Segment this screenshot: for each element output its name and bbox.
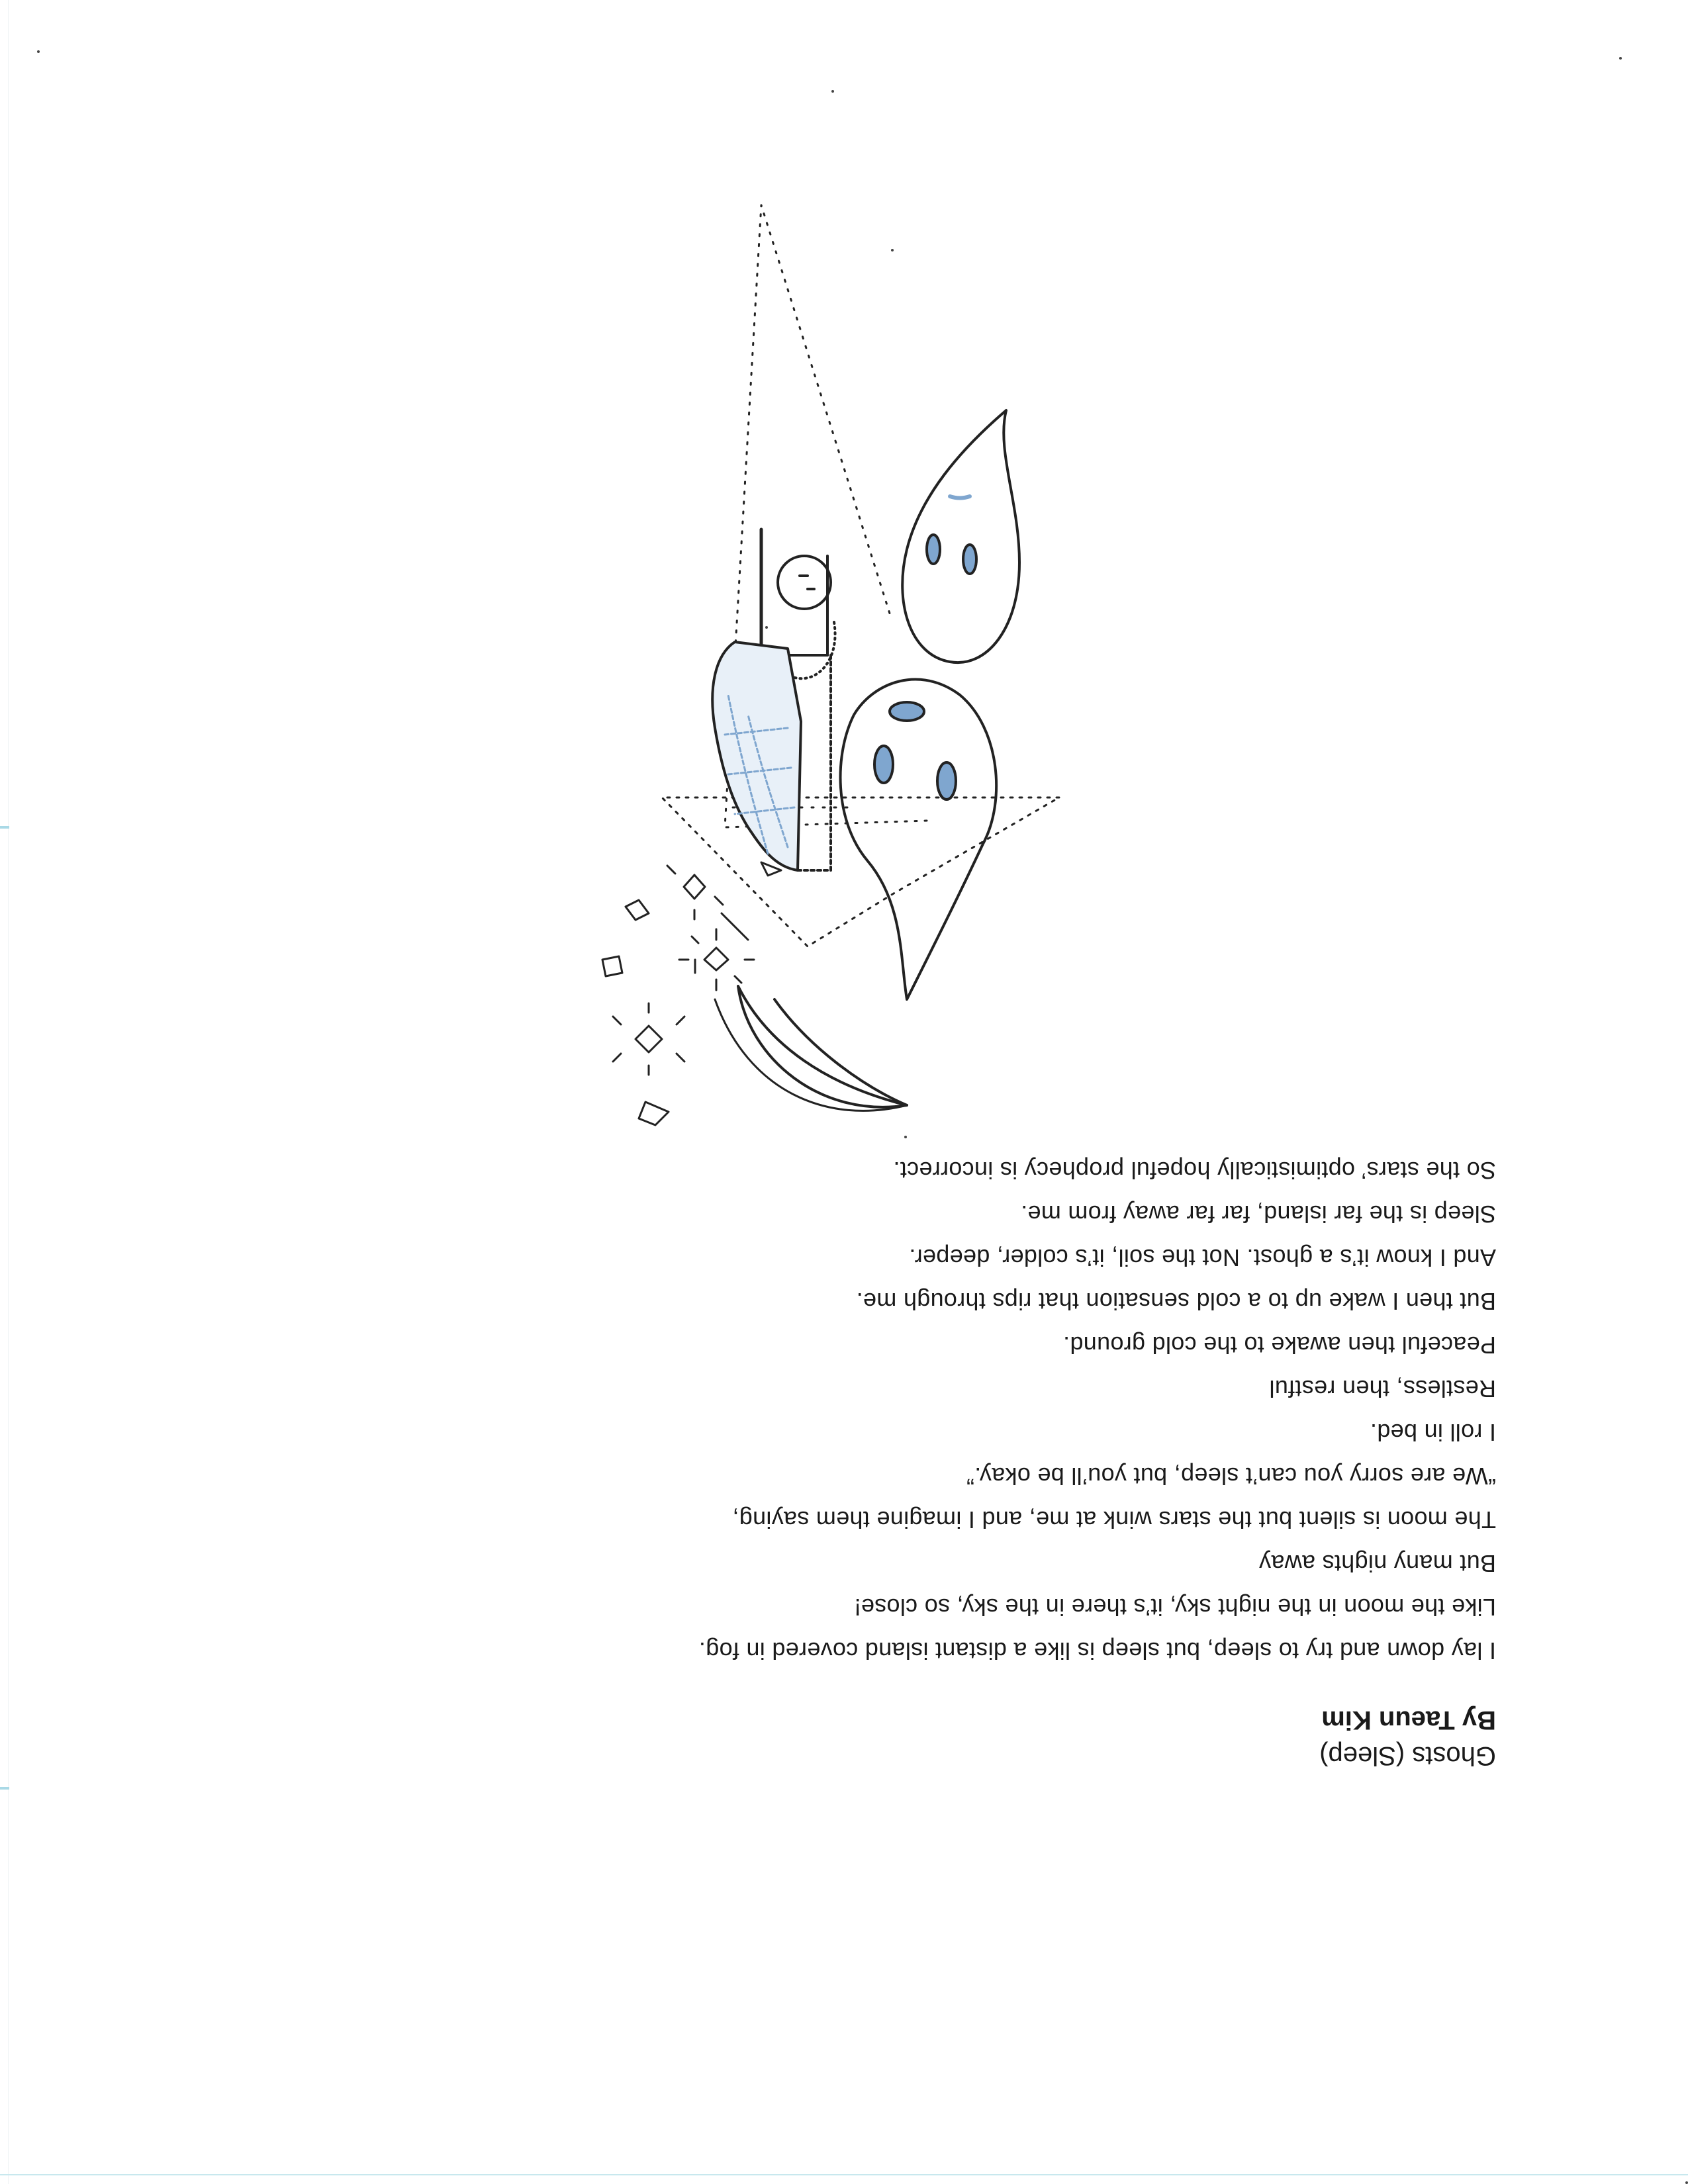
scan-speck (37, 50, 40, 53)
scan-speck (891, 249, 894, 251)
scan-speck (1685, 2181, 1688, 2184)
poem-author: By Taeun Kim (1321, 1706, 1496, 1735)
moon-icon (715, 986, 907, 1111)
poem-line: And I know it’s a ghost. Not the soil, it’s colder, deeper. (909, 1244, 1496, 1271)
dotted-island-icon (662, 205, 1059, 946)
ghost-right-icon (841, 680, 997, 999)
scan-speck (904, 1136, 907, 1138)
poem-line: But then I wake up to a cold sensation that rips through me. (856, 1288, 1496, 1315)
poem-line: Sleep is the far island, far far away from me. (1020, 1201, 1496, 1228)
poem-line: The moon is silent but the stars wink at me, and I imagine them saying, (732, 1506, 1496, 1533)
stars-icon (602, 862, 781, 1125)
scan-speck (765, 626, 768, 629)
poem-title: Ghosts (Sleep) (1319, 1741, 1496, 1770)
poem-line: I lay down and try to sleep, but sleep is like a distant island covered in fog. (698, 1637, 1496, 1664)
poem-line: “We are sorry you can’t sleep, but you’ll be okay.” (966, 1463, 1496, 1490)
poem-line: Peaceful then awake to the cold ground. (1062, 1332, 1496, 1359)
ghost-left-icon (902, 410, 1019, 662)
poem-line: Like the moon in the night sky, it’s there in the sky, so close! (854, 1594, 1496, 1621)
scan-speck (1619, 57, 1622, 60)
poem-line: But many nights away (1258, 1550, 1496, 1577)
poem-line: Restless, then restful (1269, 1375, 1496, 1402)
scan-speck (831, 90, 834, 93)
person-in-bed-icon (695, 529, 835, 973)
poem-line: So the stars’ optimistically hopeful prophecy is incorrect. (893, 1157, 1496, 1184)
poem-line: I roll in bed. (1370, 1419, 1496, 1446)
